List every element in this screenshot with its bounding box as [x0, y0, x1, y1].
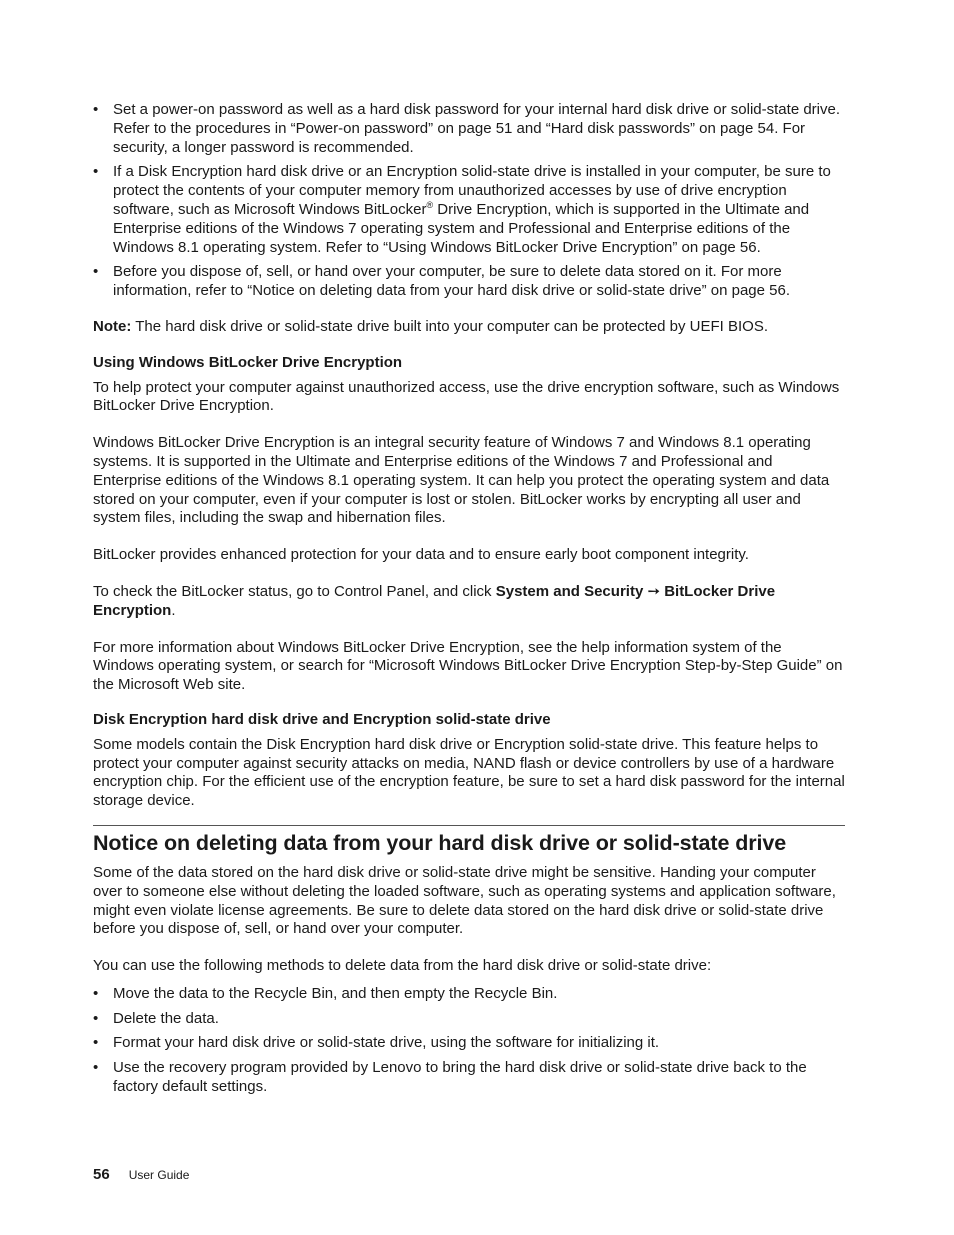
bullet-glyph: • [93, 1034, 99, 1052]
list-item-text: Delete the data. [113, 1009, 219, 1027]
list-item [93, 163, 845, 257]
bullet-glyph: • [93, 984, 99, 1002]
list-item-text: Before you dispose of, sell, or hand over your computer, be sure to delete data stored on it. For more information, refer to “Notice on deleting data from your hard disk drive or solid-state drive” on page 56. [113, 263, 791, 300]
bitlocker-paragraph: For more information about Windows BitLocker Drive Encryption, see the help information system of the Windows operating system, or search for “Microsoft Windows BitLocker Drive Encryption Step-by-Step Guide” on the Microsoft Web site. [93, 638, 843, 694]
arrow-icon: ➙ [643, 582, 665, 600]
list-item-text: Use the recovery program provided by Lenovo to bring the hard disk drive or solid-state drive back to the factory default settings. [113, 1059, 807, 1096]
security-tips-list [93, 101, 845, 301]
note-label: Note: [93, 317, 132, 335]
bitlocker-paragraph: To help protect your computer against unauthorized access, use the drive encryption software, such as Windows BitLocker Drive Encryption. [93, 378, 840, 415]
list-item [93, 101, 845, 157]
bullet-glyph: • [93, 1009, 99, 1027]
list-item [93, 1059, 845, 1097]
note-paragraph [93, 318, 845, 337]
list-item-text-part: Drive Encryption, which is supported in the Ultimate and Enterprise editions of the Windows 7 operating system and Professional and Enterprise editions of the Windows 8.1 operating system. Refer to “Using Windows BitLocker Drive Encryption” on page 56. [113, 200, 810, 256]
bullet-glyph: • [93, 163, 99, 181]
registered-mark: ® [426, 199, 434, 210]
text: . [171, 601, 176, 619]
list-item [93, 1034, 845, 1053]
section-divider [93, 825, 845, 826]
notice-paragraph: Some of the data stored on the hard disk drive or solid-state drive might be sensitive. Handing your computer over to someone else without deleting the loaded software, such as operating systems and application software, might even violate license agreements. Be sure to delete data stored on the hard disk drive or solid-state drive before you dispose of, sell, or hand over your computer. [93, 863, 836, 938]
note-text: The hard disk drive or solid-state drive built into your computer can be protected by UEFI BIOS. [131, 317, 769, 335]
bullet-glyph: • [93, 263, 99, 281]
delete-methods-list [93, 985, 845, 1097]
list-item [93, 1010, 845, 1029]
notice-heading: Notice on deleting data from your hard disk drive or solid-state drive [93, 830, 787, 855]
menu-path-system-security: System and Security [495, 582, 644, 600]
list-item-text: Move the data to the Recycle Bin, and then empty the Recycle Bin. [113, 984, 558, 1002]
bitlocker-heading: Using Windows BitLocker Drive Encryption [93, 353, 403, 371]
list-item [93, 985, 845, 1004]
list-item-text: Format your hard disk drive or solid-state drive, using the software for initializing it. [113, 1034, 660, 1052]
notice-paragraph: You can use the following methods to delete data from the hard disk drive or solid-state drive: [93, 957, 712, 975]
bitlocker-status-paragraph [93, 583, 845, 621]
menu-path-bitlocker: BitLocker Drive Encryption [93, 582, 776, 619]
bullet-glyph: • [93, 1059, 99, 1077]
page-footer [93, 1166, 189, 1183]
list-item-text: Set a power-on password as well as a hard disk password for your internal hard disk drive or solid-state drive. Refer to the procedures in “Power-on password” on page 51 and “Hard disk passwords” on page 54. For security, a longer password is recommended. [113, 101, 841, 156]
footer-title: User Guide [128, 1168, 190, 1182]
list-item [93, 263, 845, 301]
page-content [93, 101, 845, 1103]
disk-encryption-heading: Disk Encryption hard disk drive and Encryption solid-state drive [93, 710, 551, 728]
bullet-glyph: • [93, 101, 99, 118]
bitlocker-paragraph: BitLocker provides enhanced protection for your data and to ensure early boot component integrity. [93, 546, 749, 564]
page-number: 56 [93, 1166, 110, 1183]
list-item-text-part: If a Disk Encryption hard disk drive or an Encryption solid-state drive is installed in your computer, be sure to protect the contents of your computer memory from unauthorized accesses by use of drive encryption software, such as Microsoft Windows BitLocker [113, 163, 831, 218]
disk-encryption-paragraph: Some models contain the Disk Encryption hard disk drive or Encryption solid-state drive. This feature helps to protect your computer against security attacks on media, NAND flash or device controllers by use of a hardware encryption chip. For the efficient use of the encryption feature, be sure to set a hard disk password for the internal storage device. [93, 735, 845, 810]
bitlocker-paragraph: Windows BitLocker Drive Encryption is an integral security feature of Windows 7 and Windows 8.1 operating systems. It is supported in the Ultimate and Enterprise editions of the Windows 7 and Professional and Enterprise editions of the Windows 8.1 operating system. It can help you protect the operating system and data stored on your computer, even if your computer is lost or stolen. BitLocker works by encrypting all user and system files, including the swap and hibernation files. [93, 434, 830, 527]
text: To check the BitLocker status, go to Control Panel, and click [93, 582, 496, 600]
list-item-text [113, 163, 831, 255]
